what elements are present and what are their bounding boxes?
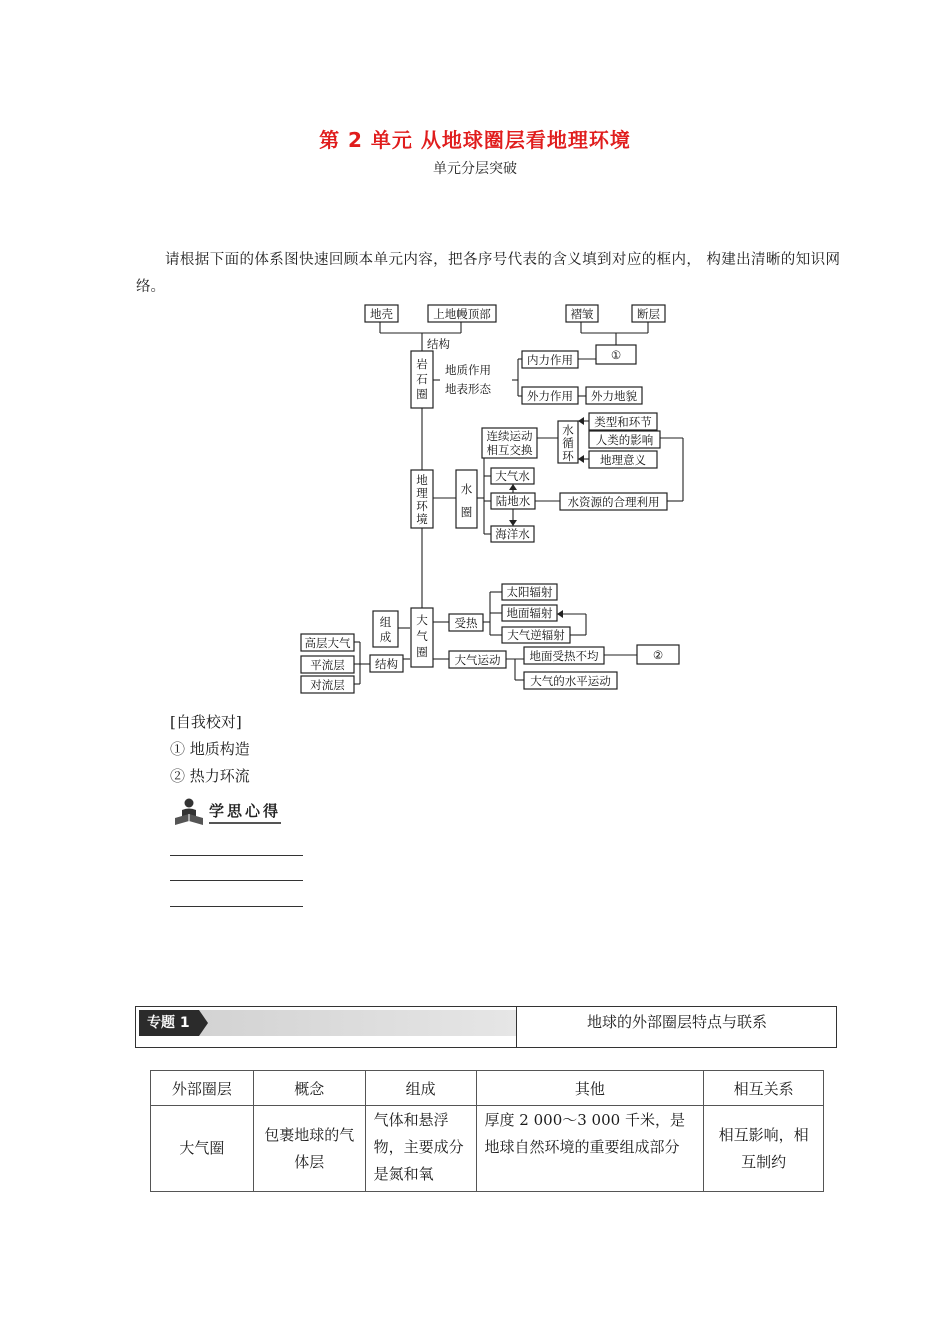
column-header: 概念 <box>253 1071 365 1106</box>
box-fold <box>566 305 598 322</box>
box-geo-significance <box>589 451 657 468</box>
box-external-force <box>522 387 578 404</box>
svg-text:人类的影响: 人类的影响 <box>595 433 654 447</box>
box-heating <box>449 614 483 631</box>
note-line[interactable] <box>170 855 303 856</box>
box-external-landform <box>586 387 642 404</box>
svg-text:外力作用: 外力作用 <box>527 389 573 403</box>
box-land-water <box>491 493 535 509</box>
svg-text:陆地水: 陆地水 <box>495 494 531 508</box>
svg-text:对流层: 对流层 <box>310 678 345 692</box>
svg-text:大气水: 大气水 <box>495 469 530 483</box>
vertical-char: 大 <box>416 613 428 627</box>
intro-paragraph: 请根据下面的体系图快速回顾本单元内容，把各序号代表的含义填到对应的框内， 构建出清晰的知识网络。 <box>136 252 840 295</box>
reflection-banner <box>173 798 293 826</box>
svg-text:大气运动: 大气运动 <box>454 653 501 667</box>
box-geo-environment <box>411 470 433 528</box>
svg-text:①: ① <box>610 348 622 362</box>
svg-text:上地幔顶部: 上地幔顶部 <box>433 307 491 321</box>
box-types-links <box>589 413 657 430</box>
svg-text:类型和环节: 类型和环节 <box>594 415 652 429</box>
box-upper-mantle <box>428 305 496 322</box>
sphere-table <box>150 1070 824 1192</box>
svg-text:地面受热不均: 地面受热不均 <box>529 649 599 663</box>
topic-header <box>135 1006 837 1048</box>
label-landform: 地表形态 <box>445 382 491 396</box>
topic-tag: 专题 1 <box>139 1010 199 1036</box>
table-cell: 厚度 2 000～3 000 千米，是地球自然环境的重要组成部分 <box>476 1106 704 1192</box>
reading-person-icon <box>173 798 205 826</box>
svg-text:内力作用: 内力作用 <box>527 353 573 367</box>
box-uneven-heating <box>524 647 604 664</box>
vertical-char: 气 <box>416 629 428 643</box>
box-lithosphere <box>411 351 433 408</box>
svg-text:地壳: 地壳 <box>370 307 393 321</box>
vertical-char: 石 <box>416 372 428 386</box>
box-composition <box>373 611 398 647</box>
vertical-char: 理 <box>416 486 428 500</box>
box-blank-2 <box>637 645 679 664</box>
vertical-char: 地 <box>416 473 428 487</box>
vertical-char: 水 <box>562 423 574 437</box>
label-structure: 结构 <box>427 337 450 351</box>
vertical-char: 圈 <box>460 505 473 519</box>
svg-text:②: ② <box>652 648 664 662</box>
unit-subtitle: 单元分层突破 <box>433 161 517 177</box>
self-check-item: ① 地质构造 <box>170 740 250 758</box>
svg-text:大气逆辐射: 大气逆辐射 <box>507 628 565 642</box>
box-atmosphere <box>411 608 433 667</box>
column-header: 组成 <box>365 1071 476 1106</box>
vertical-char: 圈 <box>416 645 428 659</box>
svg-text:大气的水平运动: 大气的水平运动 <box>530 674 611 688</box>
table-cell: 大气圈 <box>151 1106 254 1192</box>
svg-text:平流层: 平流层 <box>310 658 345 672</box>
self-check-item: ② 热力环流 <box>170 767 250 785</box>
svg-text:外力地貌: 外力地貌 <box>591 389 637 403</box>
box-atmo-counter-radiation <box>502 627 570 643</box>
svg-text:相互交换: 相互交换 <box>486 443 533 457</box>
svg-text:连续运动: 连续运动 <box>486 429 533 443</box>
box-horizontal-motion <box>524 672 617 689</box>
box-atmo-water <box>491 468 534 484</box>
column-header: 相互关系 <box>704 1071 824 1106</box>
vertical-char: 循 <box>562 436 574 450</box>
vertical-char: 环 <box>416 499 428 513</box>
box-fault <box>632 305 665 322</box>
box-water-use <box>560 493 667 510</box>
vertical-char: 圈 <box>416 387 428 401</box>
svg-text:地面辐射: 地面辐射 <box>506 606 553 620</box>
box-stratosphere <box>301 656 354 673</box>
vertical-char: 组 <box>379 615 392 629</box>
box-upper-atmo <box>301 634 354 651</box>
svg-text:水资源的合理利用: 水资源的合理利用 <box>567 495 660 509</box>
box-dike <box>365 305 398 322</box>
box-continuous-motion <box>482 428 537 458</box>
table-row <box>151 1106 824 1192</box>
vertical-char: 岩 <box>416 357 428 371</box>
svg-text:褶皱: 褶皱 <box>570 307 594 321</box>
topic-title: 地球的外部圈层特点与联系 <box>586 1013 767 1031</box>
svg-text:断层: 断层 <box>637 307 660 321</box>
svg-text:受热: 受热 <box>454 616 478 630</box>
table-header-row <box>151 1071 824 1106</box>
svg-text:太阳辐射: 太阳辐射 <box>506 585 553 599</box>
box-water-cycle <box>558 421 578 463</box>
box-atmo-motion <box>449 651 506 668</box>
svg-text:海洋水: 海洋水 <box>495 527 530 541</box>
vertical-char: 境 <box>416 512 428 526</box>
box-atmo-structure <box>370 655 403 672</box>
note-line[interactable] <box>170 880 303 881</box>
box-blank-1 <box>596 345 636 364</box>
self-check-heading: [自我校对] <box>170 713 242 731</box>
reflection-label: 学思心得 <box>209 800 281 824</box>
box-ocean-water <box>491 526 534 542</box>
box-solar-radiation <box>502 584 557 600</box>
label-geo-action: 地质作用 <box>445 363 491 377</box>
column-header: 外部圈层 <box>151 1071 254 1106</box>
note-line[interactable] <box>170 906 303 907</box>
vertical-char: 成 <box>379 630 392 644</box>
box-internal-force <box>522 351 578 368</box>
unit-title: 第 2 单元 从地球圈层看地理环境 <box>319 128 631 152</box>
box-ground-radiation <box>502 605 557 621</box>
box-troposphere <box>301 676 354 693</box>
table-cell: 相互影响，相互制约 <box>704 1106 824 1192</box>
svg-text:高层大气: 高层大气 <box>304 636 351 650</box>
svg-text:地理意义: 地理意义 <box>600 453 646 467</box>
box-hydrosphere <box>456 470 477 528</box>
table-cell: 气体和悬浮物，主要成分是氮和氧 <box>365 1106 476 1192</box>
table-cell: 包裹地球的气体层 <box>253 1106 365 1192</box>
vertical-char: 环 <box>562 449 574 463</box>
column-header: 其他 <box>476 1071 704 1106</box>
box-human-impact <box>589 431 660 448</box>
svg-text:结构: 结构 <box>375 657 398 671</box>
topic-badge <box>139 1010 517 1036</box>
vertical-char: 水 <box>460 482 473 496</box>
